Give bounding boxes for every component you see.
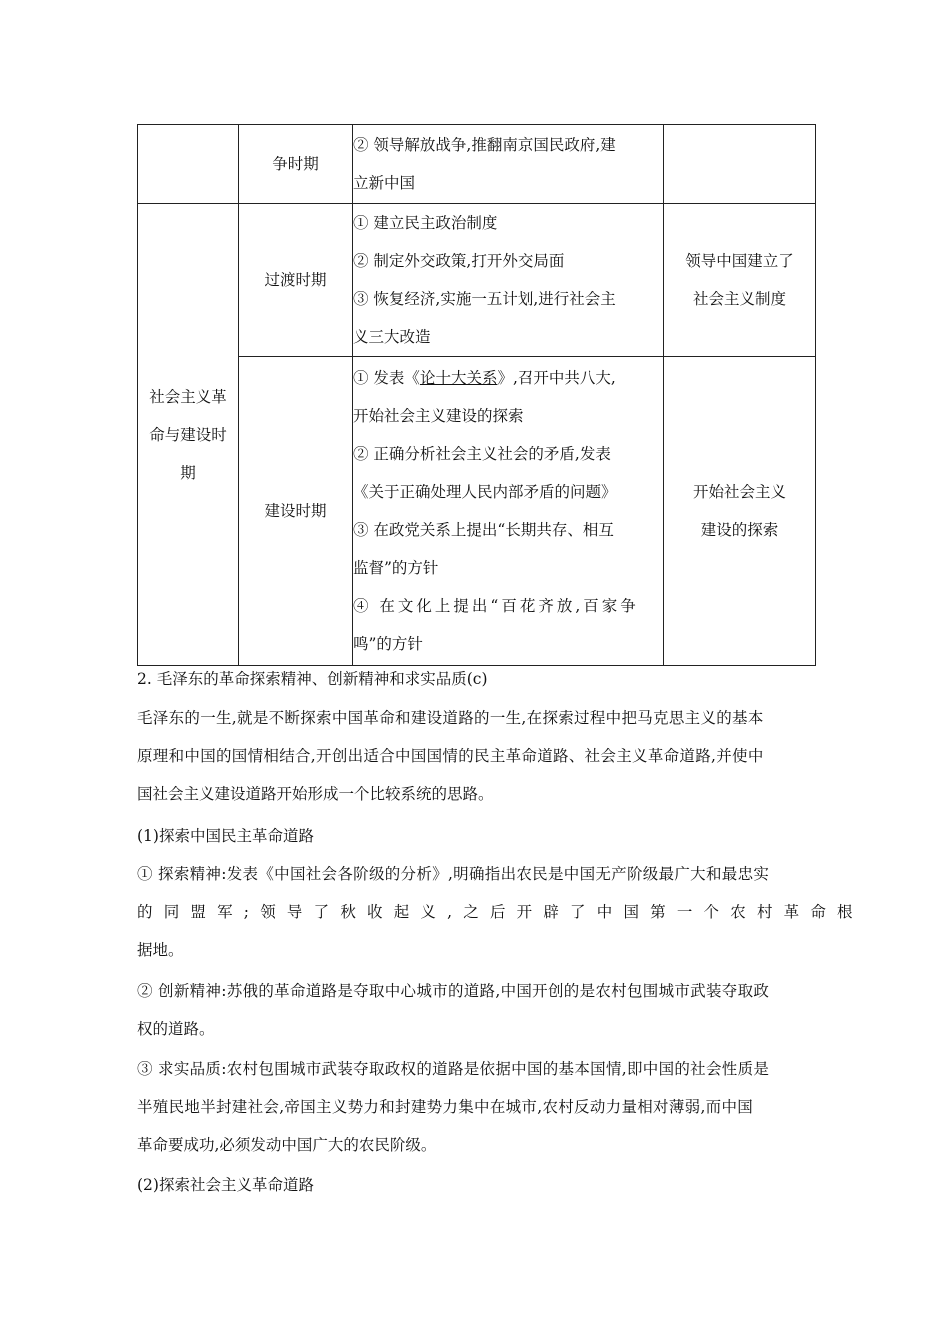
body-paragraph: 原理和中国的国情相结合,开创出适合中国国情的民主革命道路、社会主义革命道路,并使中 [137, 747, 764, 765]
body-paragraph: 毛泽东的一生,就是不断探索中国革命和建设道路的一生,在探索过程中把马克思主义的基本 [137, 709, 764, 727]
table-row [138, 204, 816, 357]
body-paragraph: 的同盟军;领导了秋收起义,之后开辟了中国第一个农村革命根 [137, 903, 864, 921]
result-cell: 开始社会主义 建设的探索 [664, 357, 816, 666]
content-cell: ① 发表《论十大关系》,召开中共八大, 开始社会主义建设的探索 ② 正确分析社会主义社会的矛盾,发表 《关于正确处理人民内部矛盾的问题》 ③ 在政党关系上提出“长期共存、相互 监督”的方针 ④ 在文化上提出“百花齐放,百家争 鸣”的方针 [353, 357, 664, 666]
body-paragraph: 国社会主义建设道路开始形成一个比较系统的思路。 [137, 785, 494, 803]
content-cell: ② 领导解放战争,推翻南京国民政府,建 立新中国 [353, 125, 664, 204]
body-paragraph: 半殖民地半封建社会,帝国主义势力和封建势力集中在城市,农村反动力量相对薄弱,而中国 [137, 1098, 754, 1116]
period-cell: 过渡时期 [239, 204, 353, 357]
body-paragraph: ① 探索精神:发表《中国社会各阶级的分析》,明确指出农民是中国无产阶级最广大和最忠实 [137, 865, 770, 883]
table-row [138, 357, 816, 666]
subheading: (2)探索社会主义革命道路 [137, 1176, 314, 1194]
body-paragraph: 权的道路。 [137, 1020, 215, 1038]
result-cell: 领导中国建立了 社会主义制度 [664, 204, 816, 357]
section-heading: 2. 毛泽东的革命探索精神、创新精神和求实品质(c) [137, 670, 488, 688]
article-title-underlined: 论十大关系 [419, 369, 498, 387]
body-paragraph: ③ 求实品质:农村包围城市武装夺取政权的道路是依据中国的基本国情,即中国的社会性质是 [137, 1060, 770, 1078]
table-row [138, 125, 816, 204]
body-paragraph: 革命要成功,必须发动中国广大的农民阶级。 [137, 1136, 437, 1154]
period-cell: 建设时期 [239, 357, 353, 666]
content-cell: ① 建立民主政治制度 ② 制定外交政策,打开外交局面 ③ 恢复经济,实施一五计划,进行社会主 义三大改造 [353, 204, 664, 357]
result-cell [664, 125, 816, 204]
body-paragraph: ② 创新精神:苏俄的革命道路是夺取中心城市的道路,中国开创的是农村包围城市武装夺取政 [137, 982, 770, 1000]
body-paragraph: 据地。 [137, 941, 184, 959]
period-cell: 争时期 [239, 125, 353, 204]
stage-cell: 社会主义革 命与建设时 期 [138, 204, 239, 666]
stage-cell-empty [138, 125, 239, 204]
subheading: (1)探索中国民主革命道路 [137, 827, 314, 845]
history-periods-table [137, 124, 816, 666]
